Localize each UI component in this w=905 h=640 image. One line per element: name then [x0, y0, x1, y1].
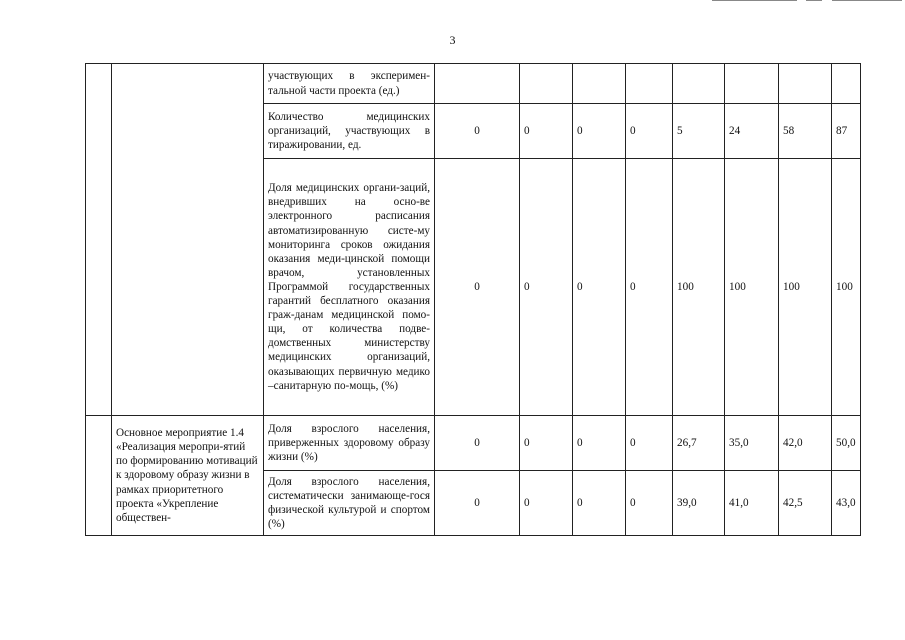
value-cell: [435, 64, 520, 104]
value-cell: 0: [573, 104, 626, 159]
value-cell: [832, 64, 861, 104]
row-number-cell: [86, 64, 112, 416]
value-cell: 26,7: [673, 416, 725, 471]
value-cell: 50,0: [832, 416, 861, 471]
indicator-cell: Доля взрослого населения, систематически занимающе-гося физической культурой и спортом (%): [264, 471, 435, 536]
value-cell: 0: [626, 471, 673, 536]
value-cell: 0: [520, 416, 573, 471]
table-row: [86, 416, 861, 471]
value-cell: 100: [832, 159, 861, 416]
value-cell: [626, 64, 673, 104]
value-cell: 5: [673, 104, 725, 159]
indicator-cell: Доля медицинских органи-заций, внедривших на осно-ве электронного расписания автоматизированную систе-му мониторинга сроков ожидания оказания меди-цинской помощи врачом, установленных Программой государственных гарантий бесплатного оказания граж-данам медицинской помо-щи, от количества подве-домственных министерству медицинских организаций, оказывающих первичную медико –санитарную по-мощь, (%): [264, 159, 435, 416]
top-edge-rule: [712, 0, 797, 1]
value-cell: 0: [626, 104, 673, 159]
indicator-cell: участвующих в эксперимен-тальной части проекта (ед.): [264, 64, 435, 104]
value-cell: 0: [573, 159, 626, 416]
value-cell: 100: [725, 159, 779, 416]
value-cell: 0: [520, 104, 573, 159]
value-cell: 39,0: [673, 471, 725, 536]
value-cell: 0: [626, 159, 673, 416]
value-cell: 0: [626, 416, 673, 471]
value-cell: [573, 64, 626, 104]
value-cell: 42,0: [779, 416, 832, 471]
indicators-table: [85, 63, 861, 536]
indicator-cell: Количество медицинских организаций, участвующих в тиражировании, ед.: [264, 104, 435, 159]
value-cell: 58: [779, 104, 832, 159]
value-cell: 87: [832, 104, 861, 159]
page-number: 3: [449, 33, 456, 47]
value-cell: 24: [725, 104, 779, 159]
table-row: [86, 64, 861, 104]
event-cell: Основное мероприятие 1.4 «Реализация меропри-ятий по формированию мотиваций к здоровому образу жизни в рамках приоритетного проекта «Укрепление обществен-: [112, 416, 264, 536]
top-edge-rule: [806, 0, 822, 1]
value-cell: 0: [435, 159, 520, 416]
value-cell: 100: [673, 159, 725, 416]
value-cell: 0: [520, 159, 573, 416]
value-cell: 42,5: [779, 471, 832, 536]
value-cell: 0: [573, 416, 626, 471]
value-cell: 0: [573, 471, 626, 536]
value-cell: 43,0: [832, 471, 861, 536]
value-cell: [725, 64, 779, 104]
value-cell: 0: [435, 104, 520, 159]
value-cell: [779, 64, 832, 104]
value-cell: 100: [779, 159, 832, 416]
indicator-cell: Доля взрослого населения, приверженных здоровому образу жизни (%): [264, 416, 435, 471]
value-cell: 0: [435, 416, 520, 471]
row-number-cell: [86, 416, 112, 536]
value-cell: 35,0: [725, 416, 779, 471]
top-edge-rule: [832, 0, 902, 1]
value-cell: 0: [520, 471, 573, 536]
value-cell: [673, 64, 725, 104]
event-cell: [112, 64, 264, 416]
value-cell: 0: [435, 471, 520, 536]
value-cell: 41,0: [725, 471, 779, 536]
value-cell: [520, 64, 573, 104]
